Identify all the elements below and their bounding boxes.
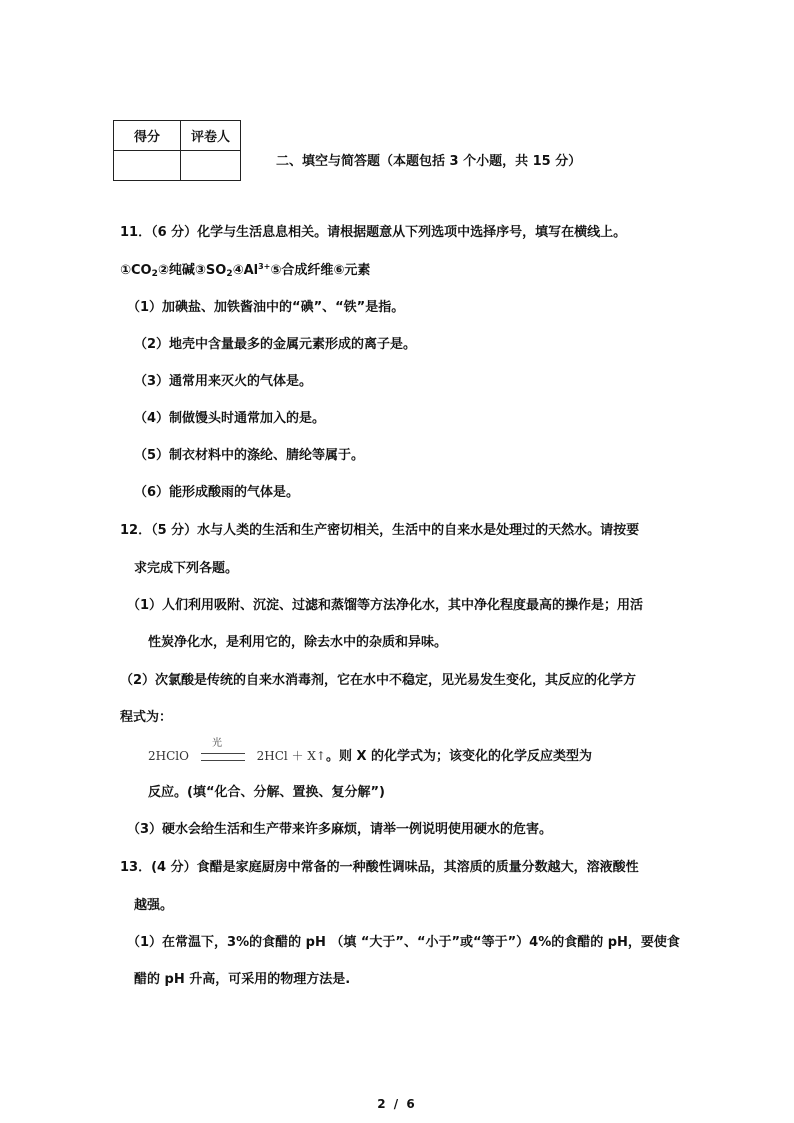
q13-part1-line2: 醋的 pH 升高，可采用的物理方法是. (134, 972, 351, 987)
q11-option-4-sup: 3+ (258, 262, 271, 271)
grader-header: 评卷人 (181, 121, 241, 151)
q13-part1-line1: （1）在常温下，3%的食醋的 pH （填 “大于”、“小于”或“等于”）4%的食醋的 pH，要使食 (127, 935, 680, 950)
score-cell (114, 151, 181, 181)
q11-option-4: ④Al (232, 263, 259, 278)
q12-part1-line1: （1）人们利用吸附、沉淀、过滤和蒸馏等方法净化水，其中净化程度最高的操作是；用活 (127, 598, 644, 613)
chemical-equation (148, 738, 326, 765)
q12-part1-line2: 性炭净化水，是利用它的，除去水中的杂质和异味。 (148, 635, 448, 650)
eq-reactant: 2HClO (148, 749, 189, 763)
q13-stem-line2: 越强。 (134, 898, 174, 913)
eq-equals-sign (201, 753, 245, 761)
score-box (113, 120, 241, 181)
q12-part2-line4: 反应。(填“化合、分解、置换、复分解”) (148, 785, 385, 800)
q11-item-1: （1）加碘盐、加铁酱油中的“碘”、“铁”是指。 (127, 300, 405, 315)
q11-item-4: （4）制做馒头时通常加入的是。 (134, 411, 326, 426)
q11-stem: 11．（6 分）化学与生活息息相关。请根据题意从下列选项中选择序号，填写在横线上。 (120, 225, 627, 240)
q11-option-2-3: ②纯碱③SO (157, 263, 227, 278)
q11-item-3: （3）通常用来灭火的气体是。 (134, 374, 313, 389)
q12-stem-line1: 12．（5 分）水与人类的生活和生产密切相关，生活中的自来水是处理过的天然水。请按要 (120, 523, 640, 538)
grader-cell (181, 151, 241, 181)
q11-item-5: （5）制衣材料中的涤纶、腈纶等属于。 (134, 448, 365, 463)
eq-product: 2HCl ＋ X↑ (256, 749, 326, 763)
section-title: 二、填空与简答题（本题包括 3 个小题，共 15 分） (276, 154, 582, 169)
q11-option-1-sub: 2 (151, 269, 158, 279)
q11-option-5-6: ⑤合成纤维⑥元素 (270, 263, 371, 278)
q12-equation-tail: 。则 X 的化学式为；该变化的化学反应类型为 (325, 749, 593, 764)
q12-stem-line2: 求完成下列各题。 (134, 561, 239, 576)
page-number: 2 / 6 (377, 1097, 417, 1111)
q12-equation-line (148, 738, 593, 766)
q12-part3: （3）硬水会给生活和生产带来许多麻烦，请举一例说明使用硬水的危害。 (127, 822, 553, 837)
q11-item-2: （2）地壳中含量最多的金属元素形成的离子是。 (134, 337, 417, 352)
q11-option-3-sub: 2 (226, 269, 233, 279)
q13-stem-line1: 13．(4 分）食醋是家庭厨房中常备的一种酸性调味品，其溶质的质量分数越大，溶液酸性 (120, 860, 639, 875)
q12-part2-line1: （2）次氯酸是传统的自来水消毒剂，它在水中不稳定，见光易发生变化，其反应的化学方 (120, 673, 637, 688)
eq-condition: 光 (212, 738, 222, 749)
q12-part2-line2: 程式为： (120, 710, 173, 725)
q11-item-6: （6）能形成酸雨的气体是。 (134, 485, 300, 500)
q11-options (120, 262, 370, 280)
score-header: 得分 (114, 121, 181, 151)
q11-option-1: ①CO (120, 263, 152, 278)
